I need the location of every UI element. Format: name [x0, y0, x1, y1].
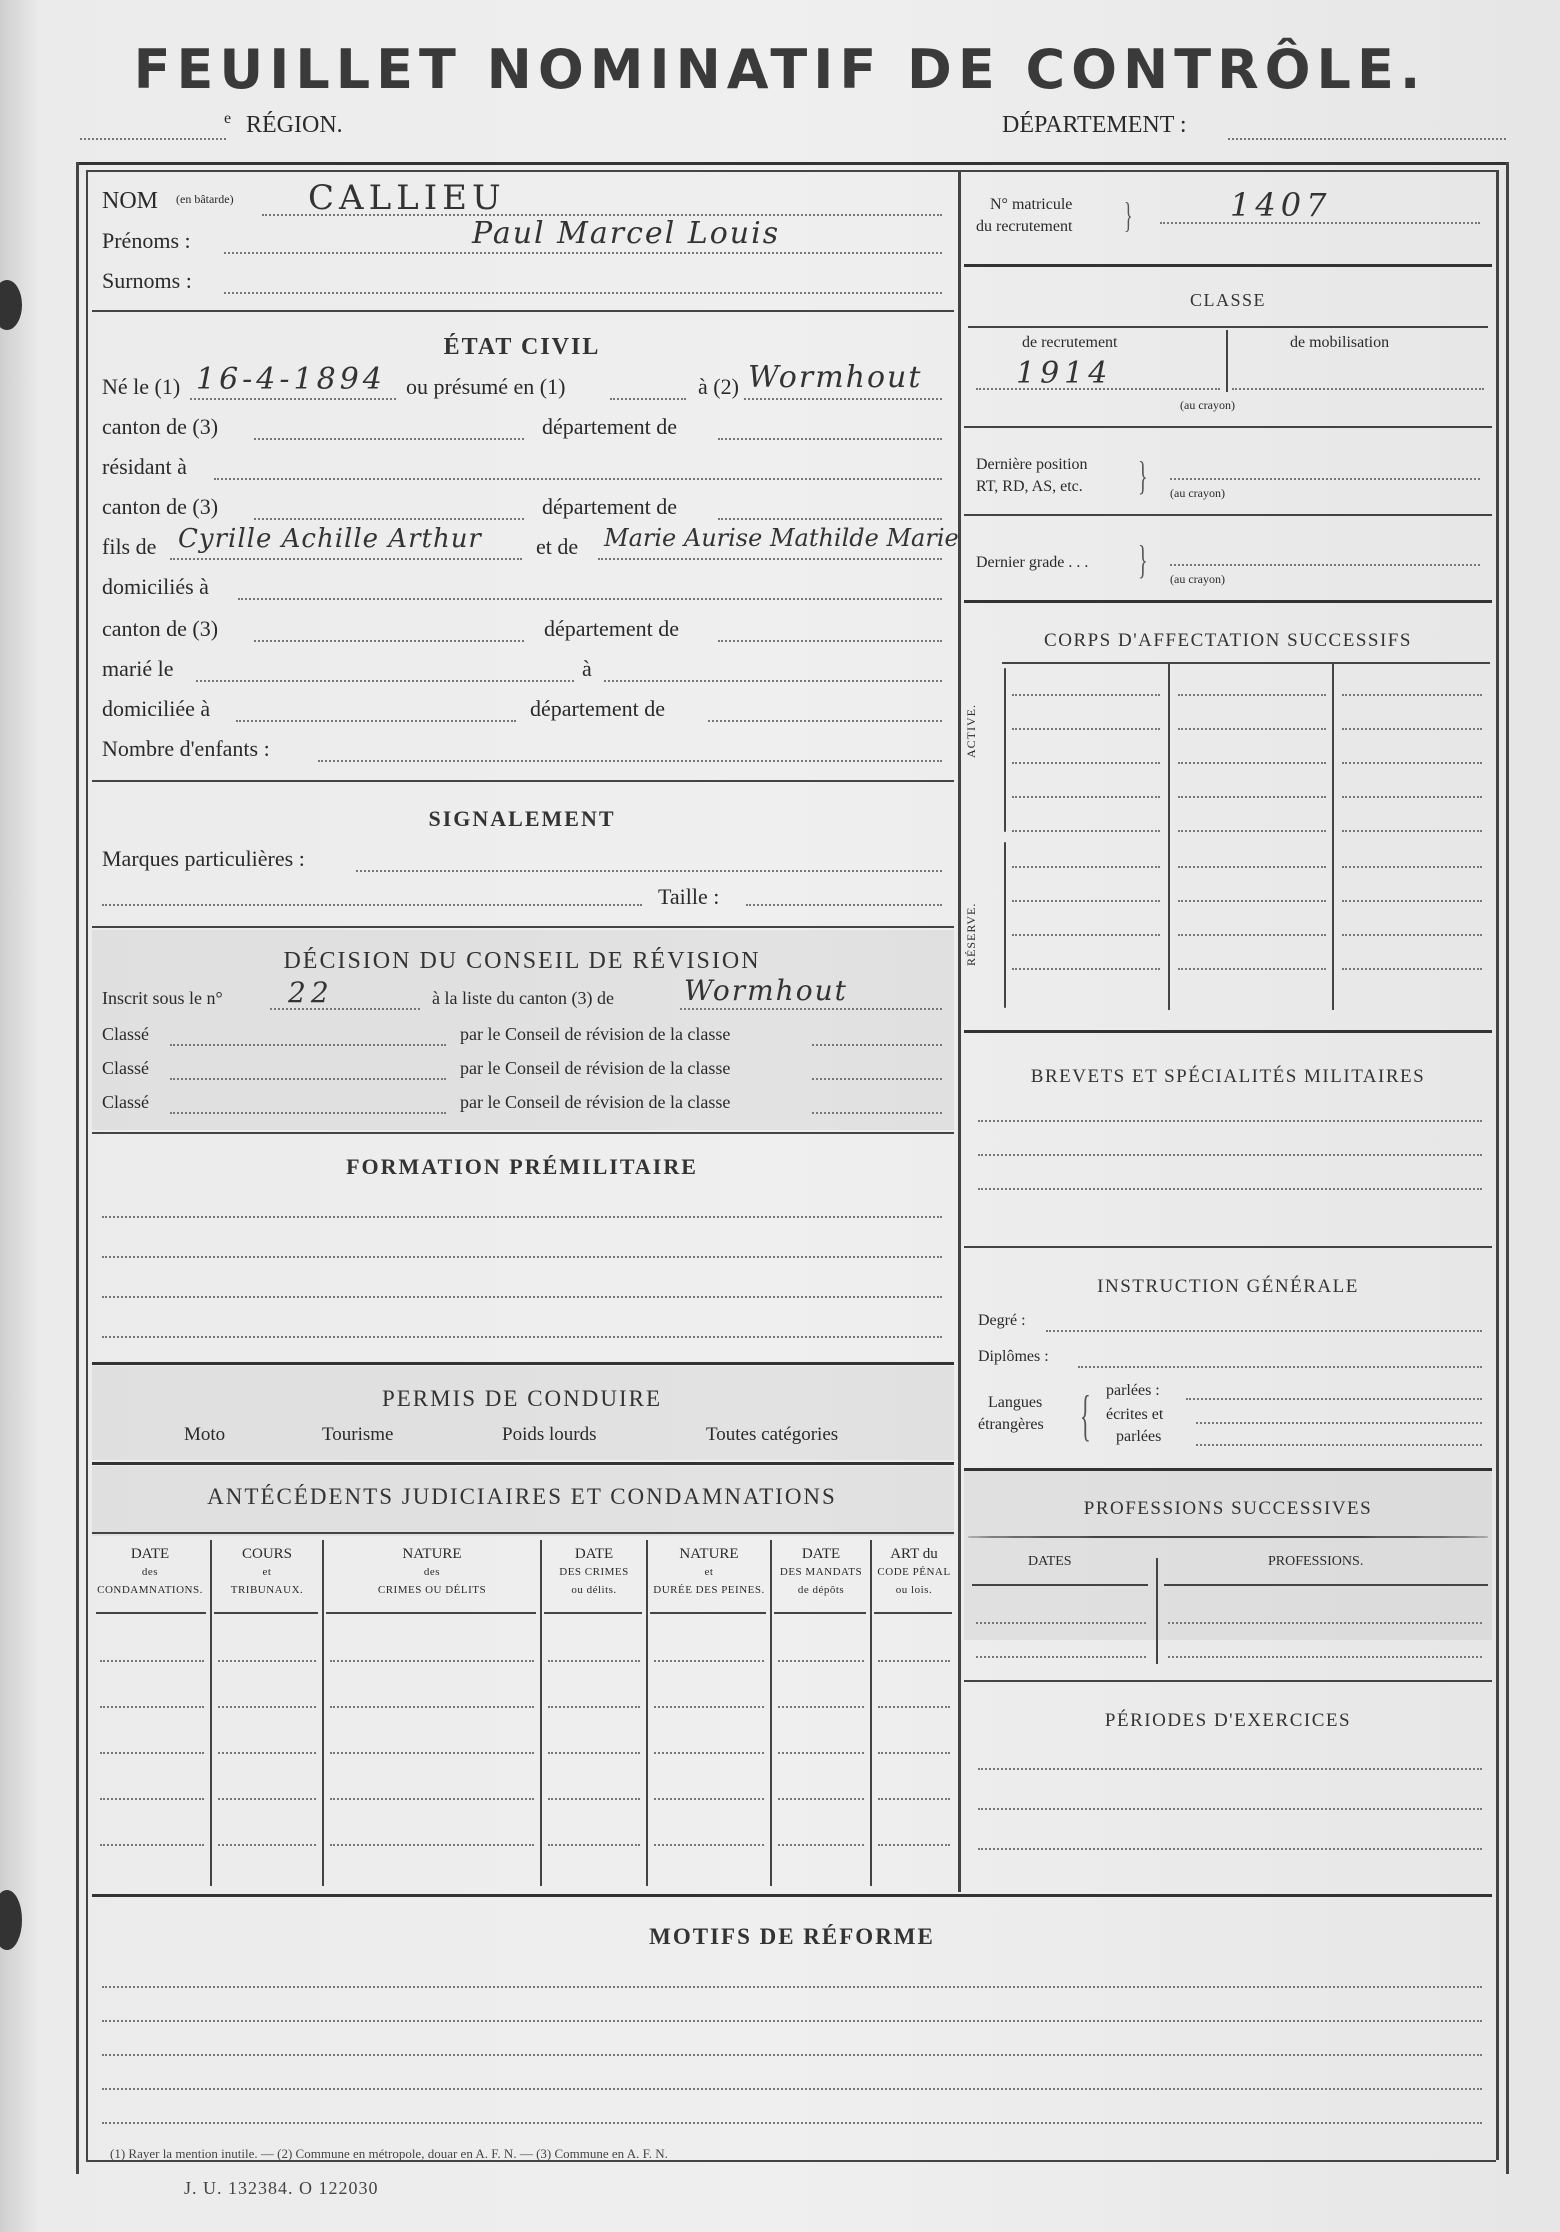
- decision-title: DÉCISION DU CONSEIL DE RÉVISION: [283, 948, 761, 974]
- antecedents-cell[interactable]: [100, 1706, 204, 1708]
- classe2-annee-field[interactable]: [812, 1078, 942, 1080]
- formation-line-3[interactable]: [102, 1296, 942, 1298]
- matricule-label-1: N° matricule: [990, 196, 1073, 213]
- antecedents-cell[interactable]: [330, 1752, 534, 1754]
- classe-title: CLASSE: [1189, 290, 1267, 310]
- et-de-label: et de: [536, 534, 579, 559]
- form-title: FEUILLET NOMINATIF DE CONTRÔLE.: [133, 38, 1427, 101]
- classe3-annee-field[interactable]: [812, 1112, 942, 1114]
- corps-active-col1-row2[interactable]: [1012, 728, 1160, 730]
- periodes-title: PÉRIODES D'EXERCICES: [1104, 1710, 1352, 1731]
- corps-active-col3-row3[interactable]: [1342, 762, 1482, 764]
- parlees-label-1: parlées :: [1106, 1382, 1160, 1399]
- corps-active-col3-row2[interactable]: [1342, 728, 1482, 730]
- enfants-field[interactable]: [318, 760, 942, 762]
- antecedents-cell[interactable]: [654, 1798, 764, 1800]
- motifs-line-4[interactable]: [102, 2088, 1482, 2090]
- corps-active-col2-row5[interactable]: [1178, 830, 1326, 832]
- corps-active-col1-row4[interactable]: [1012, 796, 1160, 798]
- inscrit-value: 22: [288, 976, 334, 1009]
- corps-reserve-col3-row3[interactable]: [1342, 934, 1482, 936]
- col-date-crimes: DATE DES CRIMES ou délits.: [559, 1546, 629, 1596]
- motifs-line-1[interactable]: [102, 1986, 1482, 1988]
- position-field[interactable]: [1170, 478, 1480, 480]
- corps-reserve-col2-row3[interactable]: [1178, 934, 1326, 936]
- antecedents-cell[interactable]: [330, 1844, 534, 1846]
- nom-label: NOM: [102, 188, 159, 214]
- antecedents-cell[interactable]: [330, 1660, 534, 1662]
- prenoms-label: Prénoms :: [102, 228, 191, 253]
- degre-label: Degré :: [978, 1312, 1026, 1329]
- corps-reserve-col1-row3[interactable]: [1012, 934, 1160, 936]
- nom-value: CALLIEU: [308, 178, 506, 218]
- dept2-field[interactable]: [718, 518, 942, 520]
- pere-field[interactable]: [170, 558, 522, 560]
- corps-active-col1-row1[interactable]: [1012, 694, 1160, 696]
- parlees-label-2: parlées: [1116, 1428, 1162, 1445]
- corps-reserve-col2-row4[interactable]: [1178, 968, 1326, 970]
- professions-title: PROFESSIONS SUCCESSIVES: [1083, 1498, 1373, 1519]
- marie-a-label: à: [582, 656, 592, 681]
- periodes-line-3[interactable]: [978, 1848, 1482, 1850]
- corps-reserve-col1-row2[interactable]: [1012, 900, 1160, 902]
- binder-hole-top: [0, 280, 22, 330]
- profession-date-1[interactable]: [976, 1622, 1146, 1624]
- col-date-mandats: DATE DES MANDATS de dépôts: [779, 1546, 863, 1596]
- antecedents-cell[interactable]: [878, 1752, 950, 1754]
- nom-note: (en bâtarde): [176, 192, 234, 206]
- canton-revision-value: Wormhout: [684, 974, 848, 1007]
- corps-title: CORPS D'AFFECTATION SUCCESSIFS: [1044, 630, 1412, 651]
- dept2-label: département de: [542, 494, 677, 519]
- periodes-line-2[interactable]: [978, 1808, 1482, 1810]
- classe2-label: Classé: [102, 1058, 149, 1078]
- langues-label-2: étrangères: [978, 1416, 1044, 1433]
- dept1-label: département de: [542, 414, 677, 439]
- grade-label: Dernier grade . . .: [976, 554, 1089, 571]
- motifs-title: MOTIFS DE RÉFORME: [649, 1924, 935, 1949]
- col-date-condamnations: DATE des CONDAMNATIONS.: [97, 1546, 203, 1596]
- classe1-annee-field[interactable]: [812, 1044, 942, 1046]
- lieu-label: à (2): [698, 374, 739, 399]
- langues-ecrites-field[interactable]: [1196, 1422, 1482, 1424]
- antecedents-cell[interactable]: [218, 1798, 316, 1800]
- antecedents-cell[interactable]: [654, 1706, 764, 1708]
- grade-field[interactable]: [1170, 564, 1480, 566]
- antecedents-cell[interactable]: [548, 1752, 640, 1754]
- antecedents-cell[interactable]: [100, 1752, 204, 1754]
- pere-value: Cyrille Achille Arthur: [178, 524, 482, 554]
- antecedents-cell[interactable]: [548, 1660, 640, 1662]
- classe2-field[interactable]: [170, 1078, 446, 1080]
- print-reference: J. U. 132384. O 122030: [184, 2178, 379, 2198]
- antecedents-cell[interactable]: [100, 1798, 204, 1800]
- motifs-line-2[interactable]: [102, 2020, 1482, 2022]
- instruction-title: INSTRUCTION GÉNÉRALE: [1097, 1276, 1359, 1297]
- col-article-code-penal: ART du CODE PÉNAL ou lois.: [877, 1546, 951, 1596]
- brevets-line-1[interactable]: [978, 1120, 1482, 1122]
- matricule-label-2: du recrutement: [976, 218, 1073, 235]
- domiciliee-label: domiciliée à: [102, 696, 211, 721]
- antecedents-cell[interactable]: [218, 1844, 316, 1846]
- domicilies-field[interactable]: [238, 598, 942, 600]
- classe-recrutement-label: de recrutement: [1022, 334, 1118, 351]
- marques-label: Marques particulières :: [102, 846, 305, 871]
- brevets-title: BREVETS ET SPÉCIALITÉS MILITAIRES: [1030, 1066, 1426, 1087]
- liste-label: à la liste du canton (3) de: [432, 988, 614, 1008]
- prenoms-value: Paul Marcel Louis: [472, 216, 781, 251]
- antecedents-cell[interactable]: [654, 1844, 764, 1846]
- lieu-field[interactable]: [744, 398, 942, 400]
- corps-active-col2-row4[interactable]: [1178, 796, 1326, 798]
- ne-le-label: Né le (1): [102, 374, 181, 399]
- prenoms-field[interactable]: [224, 252, 942, 254]
- departement-field[interactable]: [1228, 138, 1506, 140]
- position-crayon-note: (au crayon): [1170, 486, 1225, 500]
- corps-reserve-col1-row1[interactable]: [1012, 866, 1160, 868]
- corps-active-col3-row4[interactable]: [1342, 796, 1482, 798]
- motifs-line-3[interactable]: [102, 2054, 1482, 2056]
- marie-label: marié le: [102, 656, 174, 681]
- region-label: RÉGION.: [246, 112, 343, 138]
- antecedents-cell[interactable]: [218, 1660, 316, 1662]
- permis-moto[interactable]: Moto: [184, 1424, 226, 1445]
- corps-reserve-col1-row4[interactable]: [1012, 968, 1160, 970]
- antecedents-cell[interactable]: [878, 1844, 950, 1846]
- surnoms-field[interactable]: [224, 292, 942, 294]
- antecedents-cell[interactable]: [548, 1798, 640, 1800]
- grade-crayon-note: (au crayon): [1170, 572, 1225, 586]
- col-nature-peines: NATURE et DURÉE DES PEINES.: [653, 1546, 765, 1596]
- corps-active-col2-row2[interactable]: [1178, 728, 1326, 730]
- formation-title: FORMATION PRÉMILITAIRE: [346, 1154, 698, 1179]
- inscrit-label: Inscrit sous le n°: [102, 988, 223, 1008]
- mere-value: Marie Aurise Mathilde Marie: [604, 524, 959, 552]
- antecedents-title: ANTÉCÉDENTS JUDICIAIRES ET CONDAMNATIONS: [207, 1484, 837, 1509]
- classe1-field[interactable]: [170, 1044, 446, 1046]
- domicilies-label: domiciliés à: [102, 574, 209, 599]
- corps-reserve-col2-row1[interactable]: [1178, 866, 1326, 868]
- brevets-line-2[interactable]: [978, 1154, 1482, 1156]
- antecedents-cell[interactable]: [100, 1660, 204, 1662]
- corps-active-col3-row1[interactable]: [1342, 694, 1482, 696]
- antecedents-cell[interactable]: [654, 1660, 764, 1662]
- corps-reserve-label: RÉSERVE.: [964, 902, 978, 966]
- antecedents-cell[interactable]: [778, 1752, 864, 1754]
- marques-field-2[interactable]: [102, 904, 642, 906]
- profession-name-2[interactable]: [1168, 1656, 1482, 1658]
- antecedents-cell[interactable]: [778, 1844, 864, 1846]
- antecedents-cell[interactable]: [218, 1752, 316, 1754]
- canton2-label: canton de (3): [102, 494, 219, 519]
- corps-active-col1-row3[interactable]: [1012, 762, 1160, 764]
- langues-parlees2-field[interactable]: [1196, 1444, 1482, 1446]
- permis-poids-lourds[interactable]: Poids lourds: [502, 1424, 597, 1445]
- departement-label: DÉPARTEMENT :: [1002, 112, 1187, 138]
- dept3-label: département de: [544, 616, 679, 641]
- position-label-2: RT, RD, AS, etc.: [976, 478, 1083, 495]
- antecedents-cell[interactable]: [100, 1844, 204, 1846]
- professions-professions-header: PROFESSIONS.: [1268, 1554, 1364, 1569]
- corps-reserve-col3-row4[interactable]: [1342, 968, 1482, 970]
- classe-mobilisation-label: de mobilisation: [1290, 334, 1390, 351]
- ecrites-label: écrites et: [1106, 1406, 1164, 1423]
- professions-dates-header: DATES: [1028, 1554, 1072, 1569]
- taille-field[interactable]: [746, 904, 942, 906]
- marques-field[interactable]: [356, 870, 942, 872]
- corps-active-col1-row5[interactable]: [1012, 830, 1160, 832]
- canton-revision-field[interactable]: [680, 1008, 942, 1010]
- canton2-field[interactable]: [254, 518, 524, 520]
- classe1-par-label: par le Conseil de révision de la classe: [460, 1024, 731, 1044]
- antecedents-cell[interactable]: [778, 1798, 864, 1800]
- lieu-value: Wormhout: [748, 360, 923, 395]
- antecedents-cell[interactable]: [778, 1706, 864, 1708]
- enfants-label: Nombre d'enfants :: [102, 736, 270, 761]
- permis-title: PERMIS DE CONDUIRE: [381, 1386, 663, 1411]
- region-field[interactable]: [80, 138, 226, 140]
- domiciliee-field[interactable]: [236, 720, 516, 722]
- ne-le-field[interactable]: [190, 398, 396, 400]
- marie-lieu-field[interactable]: [604, 680, 942, 682]
- antecedents-cell[interactable]: [218, 1706, 316, 1708]
- profession-name-1[interactable]: [1168, 1622, 1482, 1624]
- region-prefix: e: [224, 110, 232, 127]
- classe-crayon-note: (au crayon): [1180, 398, 1235, 412]
- dept3-field[interactable]: [718, 640, 942, 642]
- corps-reserve-col3-row1[interactable]: [1342, 866, 1482, 868]
- classe-recrutement-value: 1914: [1016, 356, 1113, 391]
- matricule-value: 1407: [1230, 186, 1332, 224]
- canton1-field[interactable]: [254, 438, 524, 440]
- antecedents-cell[interactable]: [878, 1660, 950, 1662]
- antecedents-cell[interactable]: [778, 1660, 864, 1662]
- corps-active-label: ACTIVE.: [964, 704, 978, 758]
- classe3-par-label: par le Conseil de révision de la classe: [460, 1092, 731, 1112]
- classe3-label: Classé: [102, 1092, 149, 1112]
- residant-label: résidant à: [102, 454, 187, 479]
- residant-field[interactable]: [214, 478, 942, 480]
- antecedents-cell[interactable]: [878, 1706, 950, 1708]
- antecedents-cell[interactable]: [330, 1798, 534, 1800]
- classe-mobilisation-field[interactable]: [1232, 388, 1484, 390]
- formation-line-1[interactable]: [102, 1216, 942, 1218]
- classe3-field[interactable]: [170, 1112, 446, 1114]
- canton3-label: canton de (3): [102, 616, 219, 641]
- classe2-par-label: par le Conseil de révision de la classe: [460, 1058, 731, 1078]
- ne-le-value: 16-4-1894: [196, 362, 386, 397]
- taille-label: Taille :: [658, 884, 720, 909]
- motifs-line-5[interactable]: [102, 2122, 1482, 2124]
- langues-parlees-field[interactable]: [1186, 1398, 1482, 1400]
- antecedents-cell[interactable]: [330, 1706, 534, 1708]
- langues-label-1: Langues: [988, 1394, 1043, 1411]
- periodes-line-1[interactable]: [978, 1768, 1482, 1770]
- fils-de-label: fils de: [102, 534, 157, 559]
- diplomes-label: Diplômes :: [978, 1348, 1049, 1365]
- canton1-label: canton de (3): [102, 414, 219, 439]
- brevets-line-3[interactable]: [978, 1188, 1482, 1190]
- degre-field[interactable]: [1046, 1330, 1482, 1332]
- diplomes-field[interactable]: [1078, 1366, 1482, 1368]
- form-page: FEUILLET NOMINATIF DE CONTRÔLE. e RÉGION. DÉPARTEMENT : NOM (en bâtarde) CALLIEU Prénoms : Paul Marcel Louis Surnoms : N° matricule du recrutement } 1407 CLASSE de recrutement de mobilisation 1914 (au crayon) Dernière position RT, RD, AS, etc. } (au crayon) Dernier grade . . . } (au crayon) CORPS D'AFFECTATION SUCCESSIFS ACTIVE. RÉSERVE. ÉTAT CIVIL Né le (1) 16-4-1894 ou présumé en (1) à (2) Wormhout canton de (3) département de résidant à canton de (3) département de fils de Cyrille Achille Arthur et de Marie Aurise Mathilde Marie domiciliés à canton de (3) département de marié le à domiciliée à département de Nombre d'enfants : SIGNALEMENT Marques particulières : Taille : DÉCISION DU CONSEIL DE RÉVISION Inscrit sous le n° 22 à la liste du canton (3) de Wormhout Classé par le Conseil de révision de la classe Classé par le Conseil de révision de la classe Classé par le Conseil de révision de la classe BREVETS ET SPÉCIALITÉS MILITAIRES FORMATION PRÉMILITAIRE INSTRUCTION GÉNÉRALE Degré : Diplômes : Langues étrangères { parlées : écrites et parlées PERMIS DE CONDUIRE Moto Tourisme Poids lourds Toutes catégories ANTÉCÉDENTS JUDICIAIRES ET CONDAMNATIONS DATE des CONDAMNATIONS. COURS et TRIBUNAUX. NATURE des CRIMES OU DÉLITS DATE DES CRIMES ou délits. NATURE et DURÉE DES PEINES. DATE DES MANDATS de dépôts ART du CODE PÉNAL ou lois. PROFESSIONS SUCCESSIVES DATES PROFESSIONS. PÉRIODES D'EXERCICES MOTIFS DE RÉFORME (1) Rayer la mention inutile. — (2) Commune en métropole, douar en A. F. N. — (3) Commune en A. F. N. J. U. 132384. O 122030: [0, 0, 1560, 2232]
- etat-civil-title: ÉTAT CIVIL: [443, 334, 601, 360]
- position-label-1: Dernière position: [976, 456, 1088, 473]
- col-cours-tribunaux: COURS et TRIBUNAUX.: [230, 1546, 304, 1596]
- surnoms-label: Surnoms :: [102, 268, 192, 293]
- profession-date-2[interactable]: [976, 1656, 1146, 1658]
- corps-active-col3-row5[interactable]: [1342, 830, 1482, 832]
- antecedents-cell[interactable]: [878, 1798, 950, 1800]
- antecedents-cell[interactable]: [548, 1706, 640, 1708]
- permis-tourisme[interactable]: Tourisme: [322, 1424, 394, 1445]
- corps-active-col2-row3[interactable]: [1178, 762, 1326, 764]
- dept4-label: département de: [530, 696, 665, 721]
- presume-label: ou présumé en (1): [406, 374, 566, 399]
- mere-field[interactable]: [598, 558, 942, 560]
- col-nature-crimes: NATURE des CRIMES OU DÉLITS: [377, 1546, 487, 1596]
- formation-line-4[interactable]: [102, 1336, 942, 1338]
- classe1-label: Classé: [102, 1024, 149, 1044]
- corps-reserve-col2-row2[interactable]: [1178, 900, 1326, 902]
- marie-field[interactable]: [196, 680, 574, 682]
- antecedents-cell[interactable]: [654, 1752, 764, 1754]
- signalement-title: SIGNALEMENT: [428, 806, 616, 831]
- footer-note: (1) Rayer la mention inutile. — (2) Commune en métropole, douar en A. F. N. — (3) Commune en A. F. N.: [110, 2146, 668, 2161]
- formation-line-2[interactable]: [102, 1256, 942, 1258]
- permis-toutes-categories[interactable]: Toutes catégories: [706, 1424, 839, 1445]
- corps-active-col2-row1[interactable]: [1178, 694, 1326, 696]
- binder-hole-bottom: [0, 1890, 22, 1950]
- canton3-field[interactable]: [254, 640, 524, 642]
- presume-field[interactable]: [610, 398, 686, 400]
- antecedents-cell[interactable]: [548, 1844, 640, 1846]
- dept1-field[interactable]: [718, 438, 942, 440]
- dept4-field[interactable]: [708, 720, 942, 722]
- corps-reserve-col3-row2[interactable]: [1342, 900, 1482, 902]
